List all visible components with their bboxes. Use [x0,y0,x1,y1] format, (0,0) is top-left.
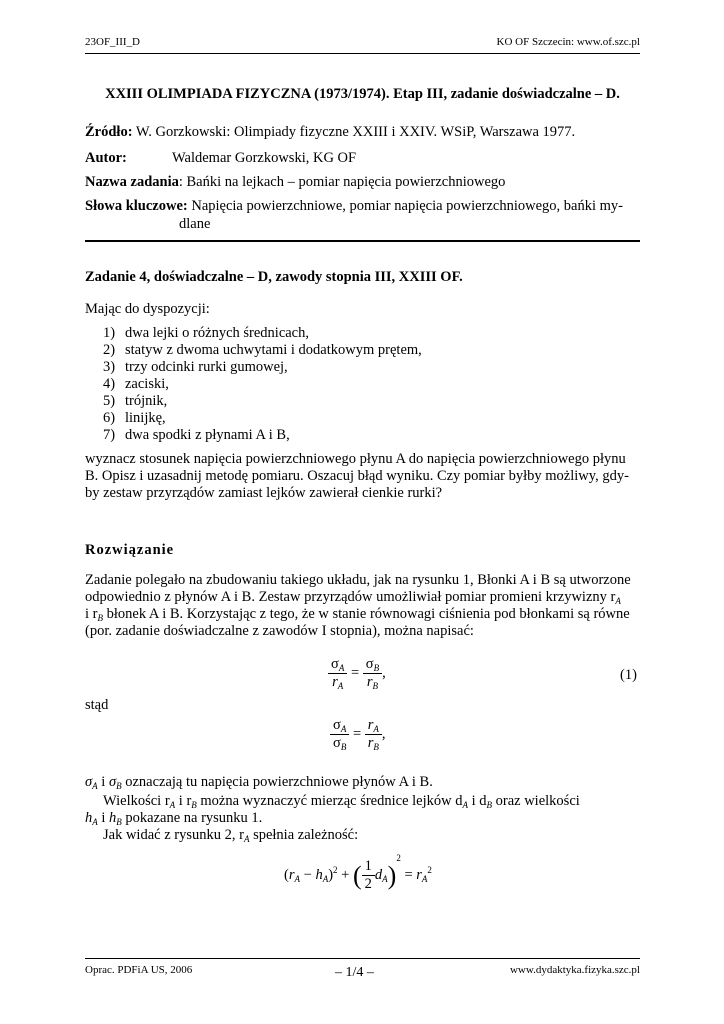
list-item: 1) dwa lejki o różnych średnicach, [103,325,309,341]
question-line-3: by zestaw przyrządów zamiast lejków zawierał cienkie rurki? [85,485,443,501]
question-line-2: B. Opisz i uzasadnij metodę pomiaru. Oszacuj błąd wyniku. Czy pomiar byłby możliwy, gdy- [85,468,629,484]
list-item: 2) statyw z dwoma uchwytami i dodatkowym prętem, [103,342,422,358]
solution-para3-line1: Wielkości $r_A$ i $r_B$ można wyznaczyć mierząc średnice lejków $d_A$ i $d_B$ oraz wielkości [103,793,580,810]
list-item: 5) trójnik, [103,393,168,409]
task-name-label: Nazwa zadania [85,174,179,190]
list-item: 4) zaciski, [103,376,169,392]
page-number: – 1/4 – [335,965,374,980]
stad-word: stąd [85,697,109,713]
header-left: 23OF_III_D [85,36,140,48]
header-rule [85,53,640,54]
author-label: Autor: [85,150,127,166]
list-item: 3) trzy odcinki rurki gumowej, [103,359,288,375]
equation-3: $(r_A - h_A)^2$ + ( $\frac{1}{2}$ $d_A)^2 = r_A^2$ [284,853,432,893]
footer-right: www.dydaktyka.fizyka.szc.pl [509,964,640,976]
source-label: Źródło: [85,124,133,140]
page-title: XXIII OLIMPIADA FIZYCZNA (1973/1974). Etap III, zadanie doświadczalne – D. [105,86,620,102]
solution-para1-line4: (por. zadanie doświadczalne z zawodów I stopnia), można napisać: [85,623,474,639]
equation-1-number: (1) [620,667,637,683]
keywords-value: Napięcia powierzchniowe, pomiar napięcia powierzchniowego, bańki my- [187,198,623,214]
solution-para3-line2: $h_A$ i $h_B$ pokazane na rysunku 1. [85,810,263,827]
question-line-1: wyznacz stosunek napięcia powierzchniowego płynu A do napięcia powierzchniowego płynu [85,451,626,467]
task-name-value: : Bańki na lejkach – pomiar napięcia powierzchniowego [178,174,506,190]
author-value: Waldemar Gorzkowski, KG OF [172,150,357,166]
solution-heading: Rozwiązanie [85,542,175,558]
source-value: W. Gorzkowski: Olimpiady fizyczne XXIII i XXIV. WSiP, Warszawa 1977. [132,124,576,140]
header-right: KO OF Szczecin: www.of.szc.pl [496,36,640,48]
task-intro: Mając do dyspozycji: [85,301,210,317]
solution-para2: $\sigma_A$ i $\sigma_B$ oznaczają tu napięcia powierzchniowe płynów A i B. [85,774,433,791]
solution-para4: Jak widać z rysunku 2, $r_A$ spełnia zależność: [103,827,359,844]
keywords-label: Słowa kluczowe: [85,198,188,214]
solution-para1-line3: i $r_B$ błonek A i B. Korzystając z tego, że w stanie równowagi ciśnienia pod błonkami są równe [85,606,630,623]
footer-left: Oprac. PDFiA US, 2006 [85,964,193,976]
keywords-continuation: dlane [179,216,211,232]
list-item: 6) linijkę, [103,410,166,426]
task-heading: Zadanie 4, doświadczalne – D, zawody stopnia III, XXIII OF. [85,269,463,285]
equation-1: $\frac{\sigma_A}{r_A}$ = $\frac{\sigma_B}{r_B}$ , [328,656,386,691]
solution-para1-line1: Zadanie polegało na zbudowaniu takiego układu, jak na rysunku 1, Błonki A i B są utworzone [85,572,631,588]
task-name-line [85,174,505,191]
meta-rule [85,240,640,242]
list-item: 7) dwa spodki z płynami A i B, [103,427,290,443]
footer-rule [85,958,640,959]
solution-para1-line2: odpowiednio z płynów A i B. Zestaw przyrządów umożliwiał pomiar promieni krzywizny $r_A$ [85,589,621,606]
source-line [85,124,575,141]
keywords-line [85,198,623,215]
equation-2: $\frac{\sigma_A}{\sigma_B}$ = $\frac{r_A}{r_B}$ , [330,717,386,752]
